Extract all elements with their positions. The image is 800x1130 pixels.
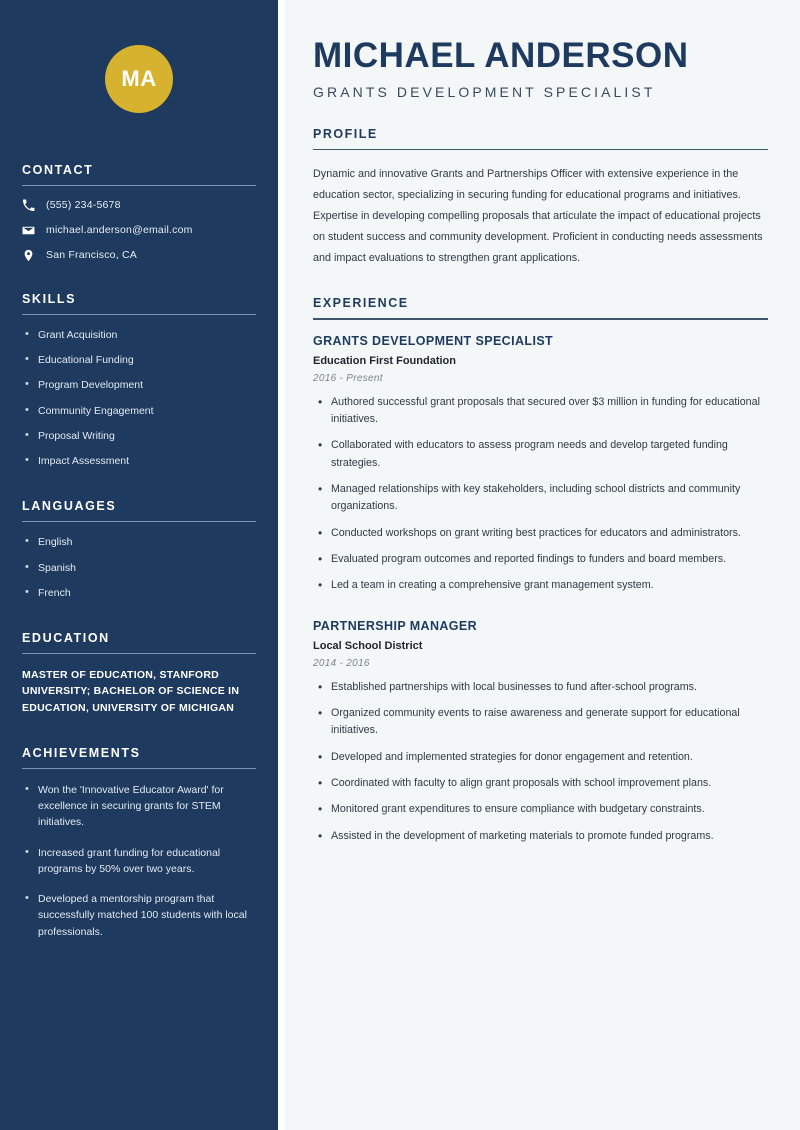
experience-divider [313, 318, 768, 319]
map-pin-icon [22, 249, 35, 262]
education-section [22, 631, 256, 716]
contact-email-text: michael.anderson@email.com [46, 224, 193, 237]
list-item: • Monitored grant expenditures to ensure compliance with budgetary constraints. [313, 801, 768, 818]
list-item: • Conducted workshops on grant writing best practices for educators and administrators. [313, 525, 768, 542]
list-item: • Organized community events to raise awareness and generate support for educational initiatives. [313, 705, 768, 740]
avatar [105, 45, 173, 113]
achievements-heading: ACHIEVEMENTS [22, 745, 141, 760]
list-item: • Won the 'Innovative Educator Award' for excellence in securing grants for STEM initiatives. [22, 782, 256, 831]
list-item: • Authored successful grant proposals that secured over $3 million in funding for educational initiatives. [313, 394, 768, 429]
list-item: • Evaluated program outcomes and reported findings to funders and board members. [313, 551, 768, 568]
list-item: • Developed and implemented strategies for donor engagement and retention. [313, 749, 768, 766]
profile-text: Dynamic and innovative Grants and Partnerships Officer with extensive experience in the education sector, specializing in securing funding for educational programs and initiatives. Expertise in developing compelling proposals that articulate the impact of educational projects on student success and community development. Proficient in conducting needs assessments and impact evaluations to strengthen grant applications. [313, 168, 763, 265]
job-company: Education First Foundation [313, 354, 456, 367]
experience-heading: EXPERIENCE [313, 296, 409, 311]
list-item: • Program Development [22, 378, 256, 393]
skills-list [22, 328, 256, 469]
avatar-initials: MA [121, 66, 157, 91]
list-item: • English [22, 535, 256, 550]
list-item: • Managed relationships with key stakeholders, including school districts and community organizations. [313, 481, 768, 516]
list-item: • Coordinated with faculty to align grant proposals with school improvement plans. [313, 775, 768, 792]
contact-item-email[interactable] [22, 224, 256, 237]
list-item: • Community Engagement [22, 404, 256, 419]
contact-heading: CONTACT [22, 163, 94, 177]
job-bullet-list [313, 679, 768, 845]
list-item: • Led a team in creating a comprehensive grant management system. [313, 577, 768, 594]
phone-icon [22, 199, 35, 212]
experience-entry [313, 334, 768, 595]
education-heading: EDUCATION [22, 630, 110, 645]
job-bullet-list [313, 394, 768, 595]
list-item: • Impact Assessment [22, 454, 256, 469]
languages-heading: LANGUAGES [22, 499, 117, 514]
profile-section [313, 127, 768, 270]
sidebar [0, 0, 278, 1130]
contact-item-phone[interactable] [22, 199, 256, 212]
list-item: • Assisted in the development of marketing materials to promote funded programs. [313, 828, 768, 845]
list-item: • Proposal Writing [22, 429, 256, 444]
job-company: Local School District [313, 639, 423, 652]
list-item: • French [22, 586, 256, 601]
languages-list [22, 535, 256, 601]
job-title: GRANTS DEVELOPMENT SPECIALIST [313, 333, 554, 348]
education-divider [22, 653, 256, 654]
profile-heading: PROFILE [313, 126, 378, 141]
list-item: • Spanish [22, 561, 256, 576]
main-content [285, 0, 800, 1130]
contact-item-location[interactable] [22, 249, 256, 262]
contact-location-text: San Francisco, CA [46, 249, 137, 262]
contact-phone-text: (555) 234-5678 [46, 199, 121, 212]
avatar-container [22, 0, 256, 113]
experience-entry [313, 619, 768, 845]
experience-section [313, 296, 768, 845]
languages-divider [22, 521, 256, 522]
job-dates: 2014 - 2016 [313, 657, 370, 669]
list-item: • Grant Acquisition [22, 328, 256, 343]
job-title: PARTNERSHIP MANAGER [313, 618, 478, 633]
column-divider [278, 0, 285, 1130]
education-text: MASTER OF EDUCATION, STANFORD UNIVERSITY; BACHELOR OF SCIENCE IN EDUCATION, UNIVERSITY OF MICHIGAN [22, 668, 240, 714]
achievements-section [22, 746, 256, 940]
list-item: • Developed a mentorship program that successfully matched 100 students with local professionals. [22, 891, 256, 940]
contact-divider [22, 185, 256, 186]
job-role-subtitle: GRANTS DEVELOPMENT SPECIALIST [313, 83, 656, 100]
profile-divider [313, 149, 768, 150]
achievements-list [22, 782, 256, 940]
list-item: • Collaborated with educators to assess program needs and develop targeted funding strategies. [313, 437, 768, 472]
job-dates: 2016 - Present [313, 372, 383, 384]
envelope-icon [22, 224, 35, 237]
list-item: • Increased grant funding for educational programs by 50% over two years. [22, 845, 256, 878]
list-item: • Established partnerships with local businesses to fund after-school programs. [313, 679, 768, 696]
contact-section [22, 163, 256, 262]
languages-section [22, 499, 256, 601]
skills-heading: SKILLS [22, 292, 77, 306]
skills-divider [22, 314, 256, 315]
achievements-divider [22, 768, 256, 769]
skills-section [22, 292, 256, 469]
page-title: MICHAEL ANDERSON [313, 36, 689, 75]
list-item: • Educational Funding [22, 353, 256, 368]
